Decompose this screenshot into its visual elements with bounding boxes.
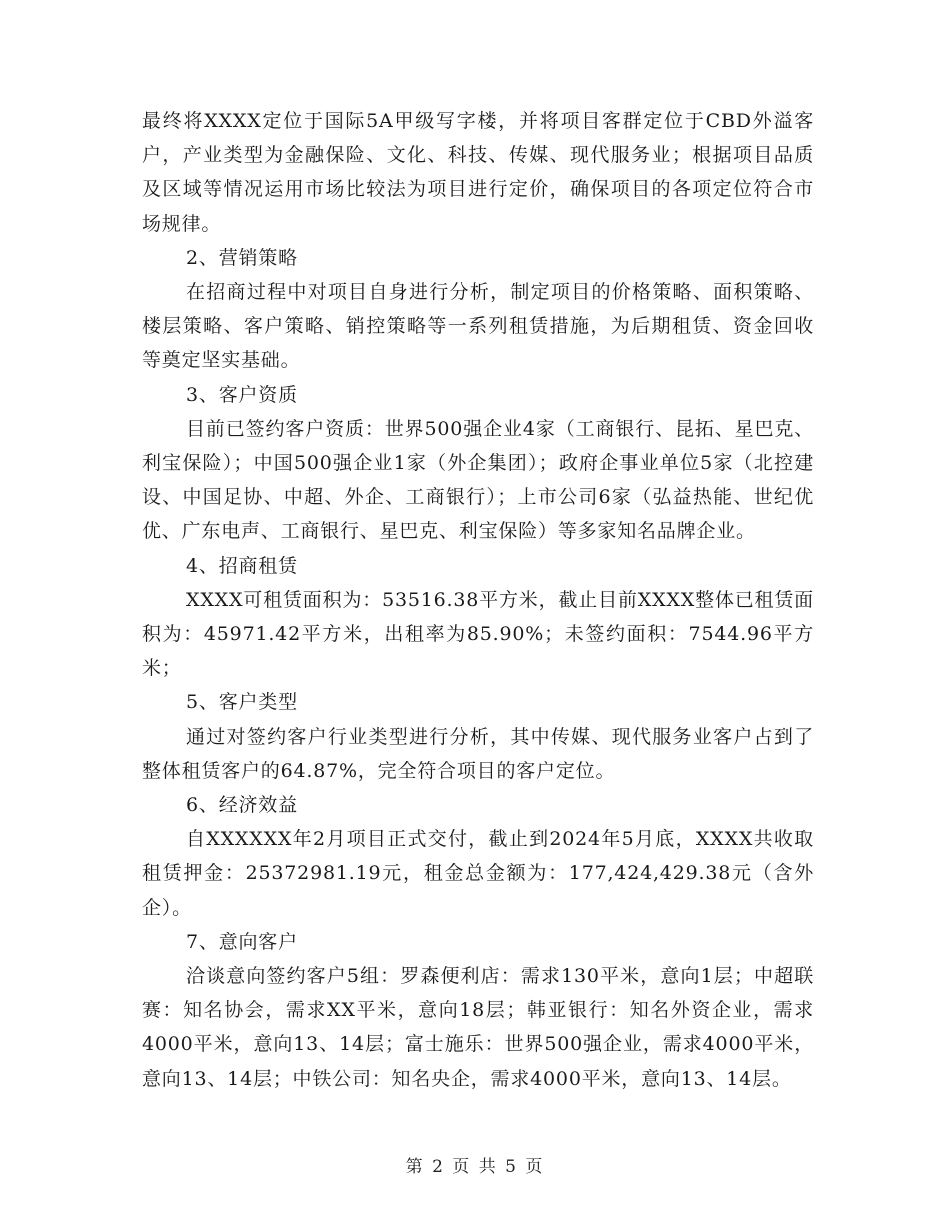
paragraph-leasing: XXXX可租赁面积为：53516.38平方米，截止目前XXXX整体已租赁面积为：45971.42平方米，出租率为85.90%；未签约面积：7544.96平方米； xyxy=(142,588,814,680)
paragraph-positioning: 最终将XXXX定位于国际5A甲级写字楼，并将项目客群定位于CBD外溢客户，产业类型为金融保险、文化、科技、传媒、现代服务业；根据项目品质及区域等情况运用市场比较法为项目进行定价，确保项目的各项定位符合市场规律。 xyxy=(142,110,814,235)
heading-client-qualification: 3、客户资质 xyxy=(186,383,298,406)
paragraph-marketing-strategy: 在招商过程中对项目自身进行分析，制定项目的价格策略、面积策略、楼层策略、客户策略、销控策略等一系列租赁措施，为后期租赁、资金回收等奠定坚实基础。 xyxy=(142,281,814,372)
paragraph-economic-benefit: 自XXXXXX年2月项目正式交付，截止到2024年5月底，XXXX共收取租赁押金：25372981.19元，租金总金额为：177,424,429.38元（含外企）。 xyxy=(142,828,814,919)
paragraph-client-qualification: 目前已签约客户资质：世界500强企业4家（工商银行、昆拓、星巴克、利宝保险）；中国500强企业1家（外企集团）；政府企事业单位5家（北控建设、中国足协、中超、外企、工商银行）；上市公司6家（弘益热能、世纪优优、广东电声、工商银行、星巴克、利宝保险）等多家知名品牌企业。 xyxy=(142,417,814,543)
page-number-footer: 第 2 页 共 5 页 xyxy=(405,1157,545,1177)
heading-client-type: 5、客户类型 xyxy=(186,691,298,714)
heading-prospective-clients: 7、意向客户 xyxy=(186,930,298,953)
paragraph-client-type: 通过对签约客户行业类型进行分析，其中传媒、现代服务业客户占到了整体租赁客户的64.87%，完全符合项目的客户定位。 xyxy=(142,725,814,782)
heading-marketing-strategy: 2、营销策略 xyxy=(186,246,298,269)
heading-economic-benefit: 6、经济效益 xyxy=(186,794,298,817)
paragraph-prospective-clients: 洽谈意向签约客户5组：罗森便利店：需求130平米，意向1层；中超联赛：知名协会，需求XX平米，意向18层；韩亚银行：知名外资企业，需求4000平米，意向13、14层；富士施乐：世界500强企业，需求4000平米，意向13、14层；中铁公司：知名央企，需求4000平米，意向13、14层。 xyxy=(142,965,814,1090)
heading-leasing: 4、招商租赁 xyxy=(186,554,298,577)
document-body xyxy=(142,104,814,1096)
